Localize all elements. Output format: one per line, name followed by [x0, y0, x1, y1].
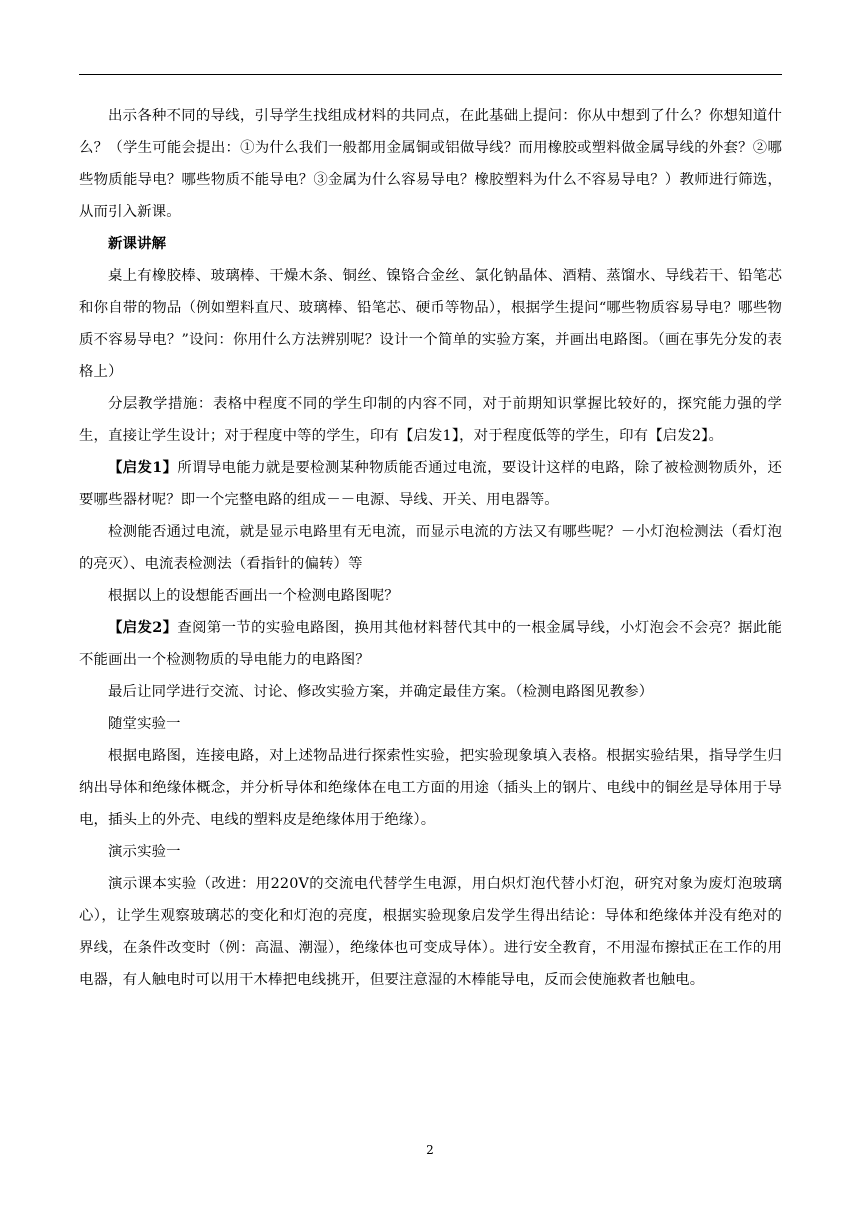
- hint1-text: 所谓导电能力就是要检测某种物质能否通过电流，要设计这样的电路，除了被检测物质外，还要哪些器材呢？即一个完整电路的组成－－电源、导线、开关、用电器等。: [79, 460, 783, 508]
- section-heading-demo-experiment: 演示实验一: [108, 844, 181, 860]
- page-body: [79, 100, 782, 996]
- section-heading-class-experiment: 随堂实验一: [108, 716, 181, 732]
- detect-current-paragraph: 检测能否通过电流，就是显示电路里有无电流，而显示电流的方法又有哪些呢？－小灯泡检测法（看灯泡的亮灭）、电流表检测法（看指针的偏转）等: [79, 524, 782, 572]
- hint2-text: 查阅第一节的实验电路图，换用其他材料替代其中的一根金属导线，小灯泡会不会亮？据此能不能画出一个检测物质的导电能力的电路图？: [79, 620, 783, 668]
- hint1-paragraph: [79, 452, 782, 516]
- discussion-paragraph: 最后让同学进行交流、讨论、修改实验方案，并确定最佳方案。（检测电路图见教参）: [108, 684, 654, 700]
- materials-paragraph: 桌上有橡胶棒、玻璃棒、干燥木条、铜丝、镍铬合金丝、氯化钠晶体、酒精、蒸馏水、导线若干、铅笔芯和你自带的物品（例如塑料直尺、玻璃棒、铅笔芯、硬币等物品），根据学生提问“哪些物质容易导电？哪些物质不容易导电？”设问：你用什么方法辨别呢？设计一个简单的实验方案，并画出电路图。（画在事先分发的表格上）: [79, 268, 782, 380]
- section-heading-new-lesson: 新课讲解: [108, 235, 167, 252]
- hint2-label: 【启发2】: [108, 619, 178, 636]
- class-experiment-paragraph: 根据电路图，连接电路，对上述物品进行探索性实验，把实验现象填入表格。根据实验结果，指导学生归纳出导体和绝缘体概念，并分析导体和绝缘体在电工方面的用途（插头上的钢片、电线中的铜丝是导体用于导电，插头上的外壳、电线的塑料皮是绝缘体用于绝缘）。: [79, 748, 782, 828]
- hint2-paragraph: [79, 612, 782, 676]
- intro-paragraph: 出示各种不同的导线，引导学生找组成材料的共同点，在此基础上提问：你从中想到了什么？你想知道什么？（学生可能会提出：①为什么我们一般都用金属铜或铝做导线？而用橡胶或塑料做金属导线的外套？②哪些物质能导电？哪些物质不能导电？③金属为什么容易导电？橡胶塑料为什么不容易导电？）教师进行筛选，从而引入新课。: [79, 108, 782, 220]
- tiered-teaching-paragraph: 分层教学措施：表格中程度不同的学生印制的内容不同，对于前期知识掌握比较好的，探究能力强的学生，直接让学生设计；对于程度中等的学生，印有【启发1】，对于程度低等的学生，印有【启发2】。: [79, 396, 782, 444]
- draw-circuit-question: 根据以上的设想能否画出一个检测电路图呢？: [108, 588, 399, 604]
- header-rule: [79, 74, 782, 75]
- hint1-label: 【启发1】: [108, 459, 178, 476]
- demo-experiment-paragraph: 演示课本实验（改进：用220V的交流电代替学生电源，用白炽灯泡代替小灯泡，研究对象为废灯泡玻璃心），让学生观察玻璃芯的变化和灯泡的亮度，根据实验现象启发学生得出结论：导体和绝缘体并没有绝对的界线，在条件改变时（例：高温、潮湿），绝缘体也可变成导体）。进行安全教育，不用湿布擦拭正在工作的用电器，有人触电时可以用干木棒把电线挑开，但要注意湿的木棒能导电，反而会使施救者也触电。: [79, 876, 782, 988]
- page-number: 2: [426, 1143, 434, 1157]
